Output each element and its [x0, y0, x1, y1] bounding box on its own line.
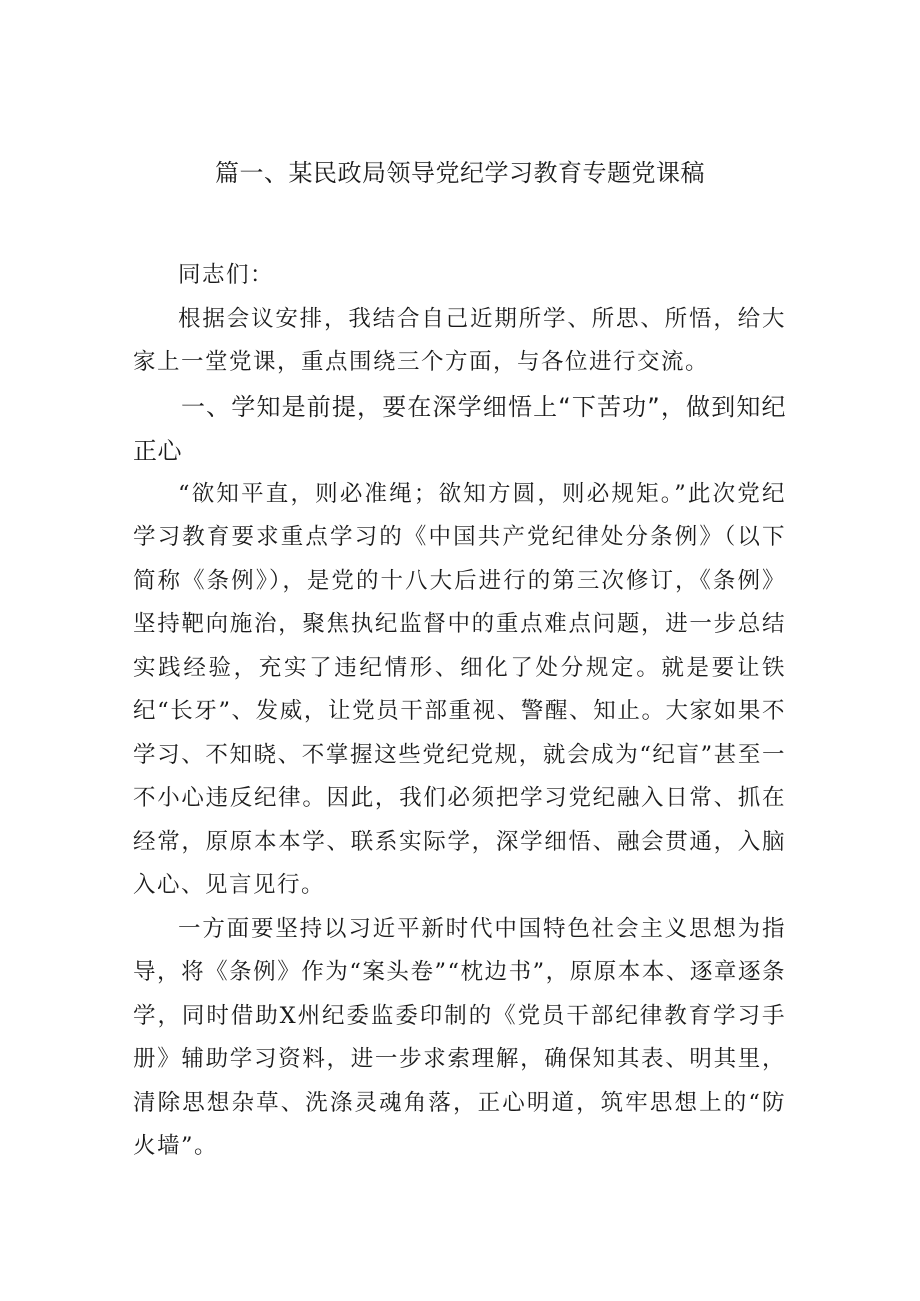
body-paragraph-1: “欲知平直，则必准绳；欲知方圆，则必规矩。”此次党纪学习教育要求重点学习的《中国共产党纪律处分条例》（以下简称《条例》），是党的十八大后进行的第三次修订，《条例》坚持靶向施治，聚焦执纪监督中的重点难点问题，进一步总结实践经验，充实了违纪情形、细化了处分规定。就是要让铁纪“长牙”、发威，让党员干部重视、警醒、知止。大家如果不学习、不知晓、不掌握这些党纪党规，就会成为“纪盲”甚至一不小心违反纪律。因此，我们必须把学习党纪融入日常、抓在经常，原原本本学、联系实际学，深学细悟、融会贯通，入脑入心、见言见行。: [133, 480, 786, 898]
body-paragraph-2: 一方面要坚持以习近平新时代中国特色社会主义思想为指导，将《条例》作为“案头卷”“枕边书”，原原本本、逐章逐条学，同时借助X州纪委监委印制的《党员干部纪律教育学习手册》辅助学习资料，进一步求索理解，确保知其表、明其里，清除思想杂草、洗涤灵魂角落，正心明道，筑牢思想上的“防火墙”。: [133, 915, 786, 1159]
document-title: 篇一、某民政局领导党纪学习教育专题党课稿: [215, 159, 705, 187]
intro-paragraph: 根据会议安排，我结合自己近期所学、所思、所悟，给大家上一堂党课，重点围绕三个方面，与各位进行交流。: [133, 305, 786, 375]
section-heading-1: 一、学知是前提，要在深学细悟上“下苦功”，做到知纪正心: [133, 392, 786, 465]
document-body: [133, 254, 786, 1169]
salutation: 同志们：: [178, 262, 275, 288]
